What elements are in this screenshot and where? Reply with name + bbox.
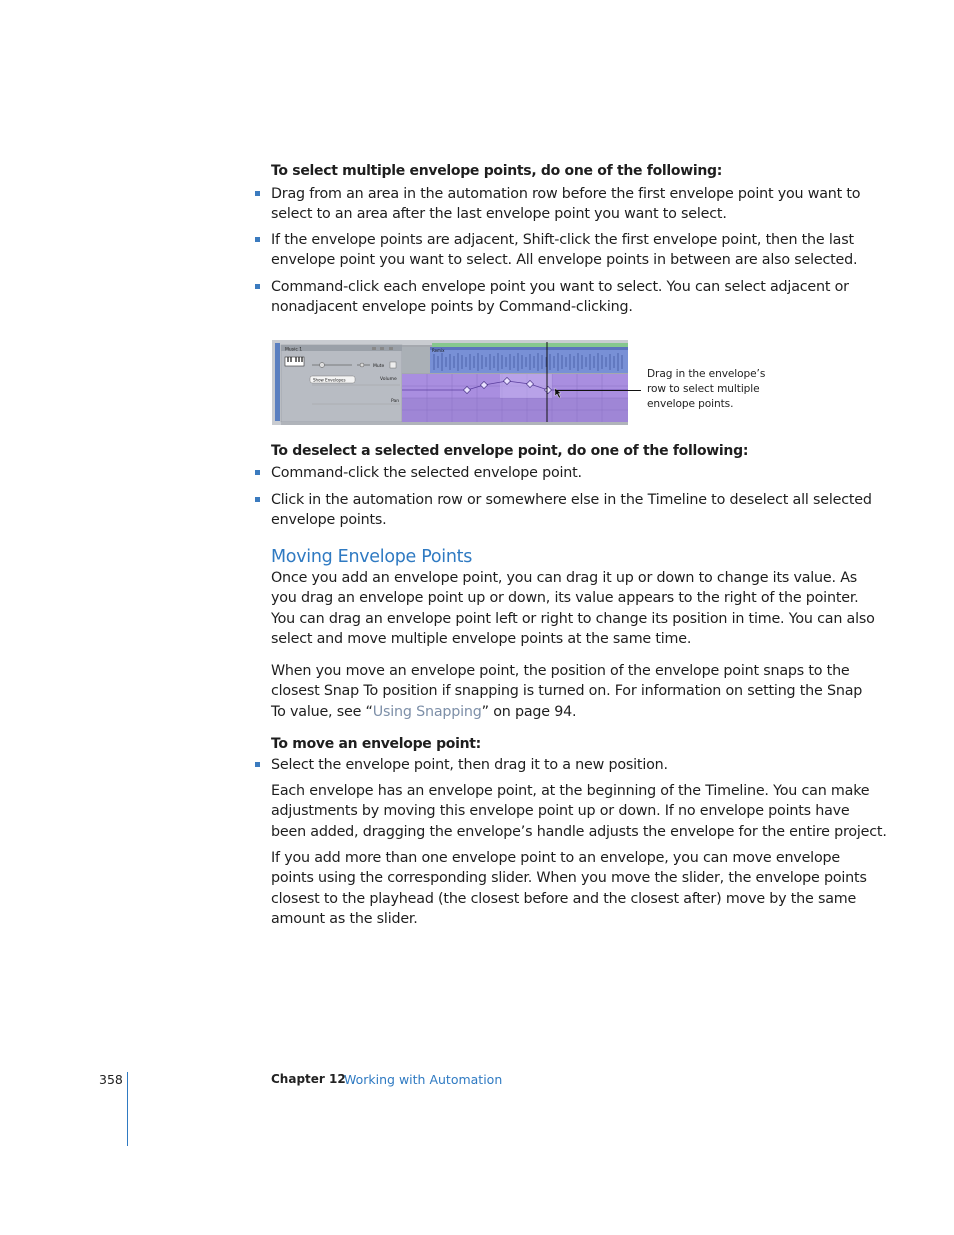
paragraph [271,848,867,929]
list-item [271,277,849,318]
chapter-title: Working with Automation [344,1072,503,1087]
caption-line: row to select multiple [647,383,760,395]
paragraph-line: closest to the playhead (the closest before and the closest after) move by the same [271,890,857,907]
paragraph [271,781,887,842]
bullet-icon [255,470,260,475]
paragraph-line: points using the corresponding slider. When you move the slider, the envelope points [271,870,867,887]
caption-line: envelope points. [647,398,734,410]
list-item [271,230,857,271]
mute-label: Mute [373,364,385,369]
list-item: Select the envelope point, then drag it to a new position. [271,757,668,773]
paragraph-line: Each envelope has an envelope point, at the beginning of the Timeline. You can make [271,783,870,799]
paragraph [271,661,862,722]
using-snapping-link[interactable]: Using Snapping [372,703,482,720]
text-span: To value, see “ [271,703,373,720]
clip-name: Remix [432,348,445,353]
paragraph-line: amount as the slider. [271,910,418,927]
bullet-icon [255,237,260,242]
list-item [271,184,860,225]
list-item-line: Command-click the selected envelope point. [271,465,582,481]
paragraph-line: If you add more than one envelope point to an envelope, you can move envelope [271,850,840,866]
chapter-label: Chapter 12 [271,1072,346,1086]
footer-divider [127,1072,128,1146]
list-item-line: Drag from an area in the automation row before the first envelope point you want to [271,186,861,202]
paragraph [271,568,875,649]
callout-line [555,390,641,391]
volume-slider-knob [320,363,325,368]
section-heading-deselect: To deselect a selected envelope point, do one of the following: [271,443,749,459]
list-item [271,463,582,483]
section-heading-select-multiple: To select multiple envelope points, do one of the following: [271,163,723,179]
paragraph-line: When you move an envelope point, the position of the envelope point snaps to the [271,663,850,679]
section-title-moving-envelope-points: Moving Envelope Points [271,547,473,567]
paragraph-line [271,702,862,722]
list-item-line: Click in the automation row or somewhere else in the Timeline to deselect all selected [271,492,872,508]
paragraph-line: you drag an envelope point up or down, its value appears to the right of the pointer. [271,590,859,607]
page-number: 358 [99,1072,123,1087]
track-name: Music 1 [285,347,303,353]
volume-row-label: Volume [380,377,397,382]
bullet-icon [255,762,260,767]
paragraph-line: closest Snap To position if snapping is turned on. For information on setting the Snap [271,683,863,700]
paragraph-line: You can drag an envelope point left or right to change its position in time. You can also [271,610,875,627]
timeline-screenshot-graphic [272,340,628,425]
list-item-line: select to an area after the last envelope point you want to select. [271,206,727,223]
caption-line: Drag in the envelope’s [647,368,766,380]
bullet-icon [255,191,260,196]
pan-row-label: Pan [391,399,400,404]
list-item-line: nonadjacent envelope points by Command-clicking. [271,299,633,316]
timeline-screenshot [272,340,628,425]
show-envelopes-label: Show Envelopes [313,377,346,383]
paragraph-line: select and move multiple envelope points at the same time. [271,630,692,647]
paragraph-line: Once you add an envelope point, you can drag it up or down to change its value. As [271,570,858,586]
list-item-line: Command-click each envelope point you want to select. You can select adjacent or [271,279,849,295]
paragraph-line: adjustments by moving this envelope point up or down. If no envelope points have [271,803,850,820]
list-item-line: envelope point you want to select. All envelope points in between are also selected. [271,252,858,269]
bullet-icon [255,284,260,289]
bullet-icon [255,497,260,502]
mute-checkbox [390,362,396,368]
list-item-line: envelope points. [271,512,387,529]
figure-caption [647,367,765,412]
list-item [271,490,872,531]
paragraph-line: been added, dragging the envelope’s handle adjusts the envelope for the entire project. [271,823,887,840]
task-heading: To move an envelope point: [271,736,481,752]
list-item-line: If the envelope points are adjacent, Shift-click the first envelope point, then the last [271,232,854,248]
text-span: ” on page 94. [481,703,577,720]
